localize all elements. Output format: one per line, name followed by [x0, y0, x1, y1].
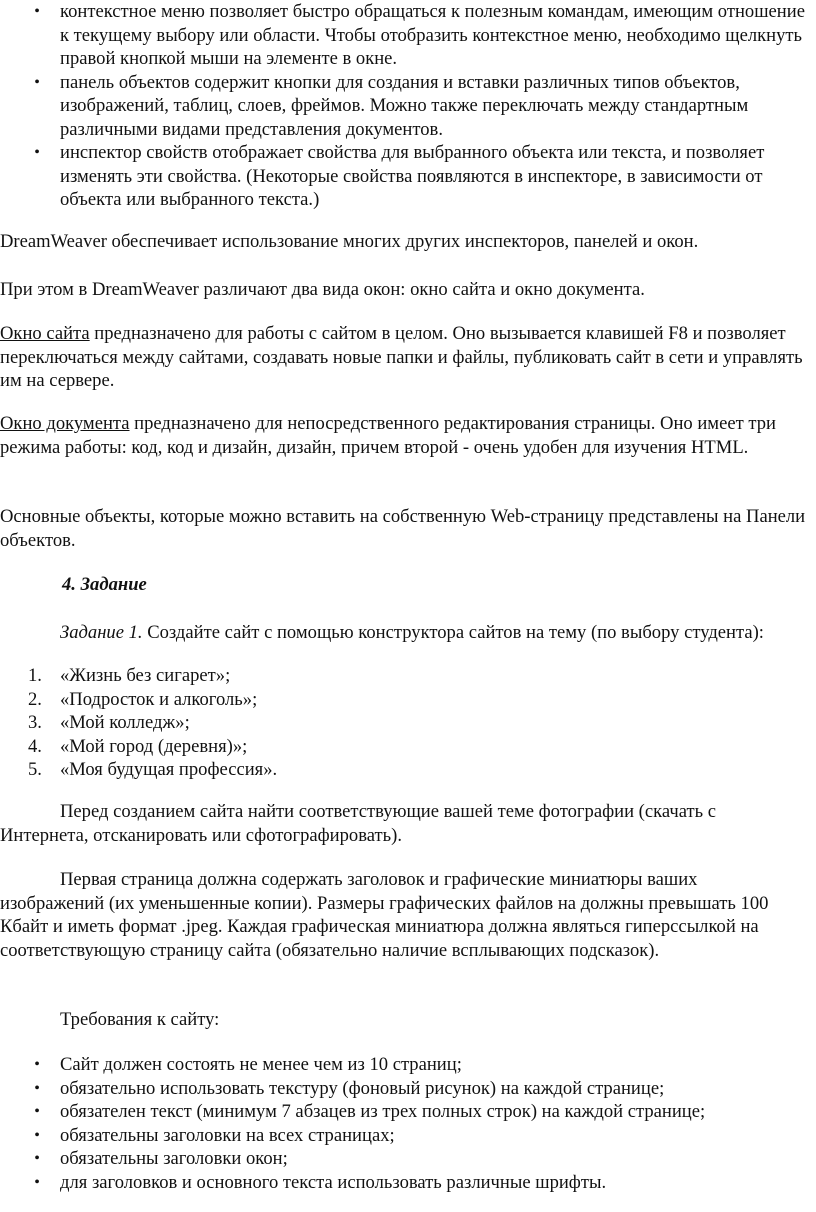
list-item: • контекстное меню позволяет быстро обращаться к полезным командам, имеющим отношение к текущему выбору или области. Чтобы отобразить контекстное меню, необходимо щелкнуть правой кнопкой мыши на элементе в окне.: [0, 0, 816, 71]
list-item: • обязательно использовать текстуру (фоновый рисунок) на каждой странице;: [0, 1077, 816, 1101]
paragraph-site-window: Окно сайта предназначено для работы с сайтом в целом. Оно вызывается клавишей F8 и позволяет переключаться между сайтами, создавать новые папки и файлы, публиковать сайт в сети и управлять им на сервере.: [0, 323, 803, 391]
bullet-icon: •: [34, 1056, 40, 1073]
paragraph-objects: Основные объекты, которые можно вставить на собственную Web-страницу представлены на Панели объектов.: [0, 506, 806, 551]
list-item: • Сайт должен состоять не менее чем из 10 страниц;: [0, 1053, 816, 1077]
section-heading: 4. Задание: [62, 574, 147, 595]
bullet-icon: •: [34, 1150, 40, 1167]
site-window-term: Окно сайта: [0, 323, 90, 344]
bullet-icon: •: [34, 1126, 40, 1144]
list-item: • обязательны заголовки на всех страницах;: [0, 1124, 816, 1148]
paragraph-window-types: При этом в DreamWeaver различают два вида окон: окно сайта и окно документа.: [0, 279, 645, 300]
list-item: • панель объектов содержит кнопки для создания и вставки различных типов объектов, изображений, таблиц, слоев, фреймов. Можно также переключать между стандартным различными видами представления документов.: [0, 71, 816, 142]
paragraph-inspectors: DreamWeaver обеспечивает использование многих других инспекторов, панелей и окон.: [0, 231, 699, 252]
list-item: • инспектор свойств отображает свойства для выбранного объекта или текста, и позволяет изменять эти свойства. (Некоторые свойства появляются в инспекторе, в зависимости от объекта или выбранного текста.): [0, 141, 816, 212]
list-item: 5. «Моя будущая профессия».: [28, 759, 278, 780]
paragraph-document-window: Окно документа предназначено для непосредственного редактирования страницы. Оно имеет три режима работы: код, код и дизайн, дизайн, причем второй - очень удобен для изучения HTML.: [0, 413, 776, 458]
bullet-icon: •: [34, 73, 40, 91]
bullet-icon: •: [34, 3, 40, 20]
topics-list: [0, 664, 816, 782]
list-item: • для заголовков и основного текста использовать различные шрифты.: [0, 1171, 816, 1195]
bullet-icon: •: [34, 1173, 40, 1191]
paragraph-requirements-title: Требования к сайту:: [60, 1009, 220, 1030]
list-item: • обязателен текст (минимум 7 абзацев из трех полных строк) на каждой странице;: [0, 1100, 816, 1124]
bullet-list-requirements: [0, 1053, 816, 1194]
document-window-term: Окно документа: [0, 413, 130, 434]
list-item: 3. «Мой колледж»;: [28, 712, 190, 733]
paragraph-first-page: Первая страница должна содержать заголовок и графические миниатюры ваших изображений (их уменьшенные копии). Размеры графических файлов на должны превышать 100 Кбайт и иметь формат .jpeg. Каждая графическая миниатюра должна являться гиперссылкой на соответствующую страницу сайта (обязательно наличие всплывающих подсказок).: [0, 869, 769, 961]
list-item: • обязательны заголовки окон;: [0, 1147, 816, 1171]
paragraph-photos: Перед созданием сайта найти соответствующие вашей теме фотографии (скачать с Интернета, отсканировать или сфотографировать).: [0, 801, 717, 846]
bullet-list-interface: [0, 0, 816, 212]
bullet-icon: •: [34, 1079, 40, 1097]
paragraph-task: Задание 1. Создайте сайт с помощью конструктора сайтов на тему (по выбору студента):: [60, 622, 764, 643]
task-label: Задание 1.: [60, 622, 143, 643]
list-item: 1. «Жизнь без сигарет»;: [28, 665, 231, 686]
list-item: 4. «Мой город (деревня)»;: [28, 735, 248, 757]
bullet-icon: •: [34, 144, 40, 161]
bullet-icon: •: [34, 1103, 40, 1120]
list-item: 2. «Подросток и алкоголь»;: [28, 688, 258, 710]
